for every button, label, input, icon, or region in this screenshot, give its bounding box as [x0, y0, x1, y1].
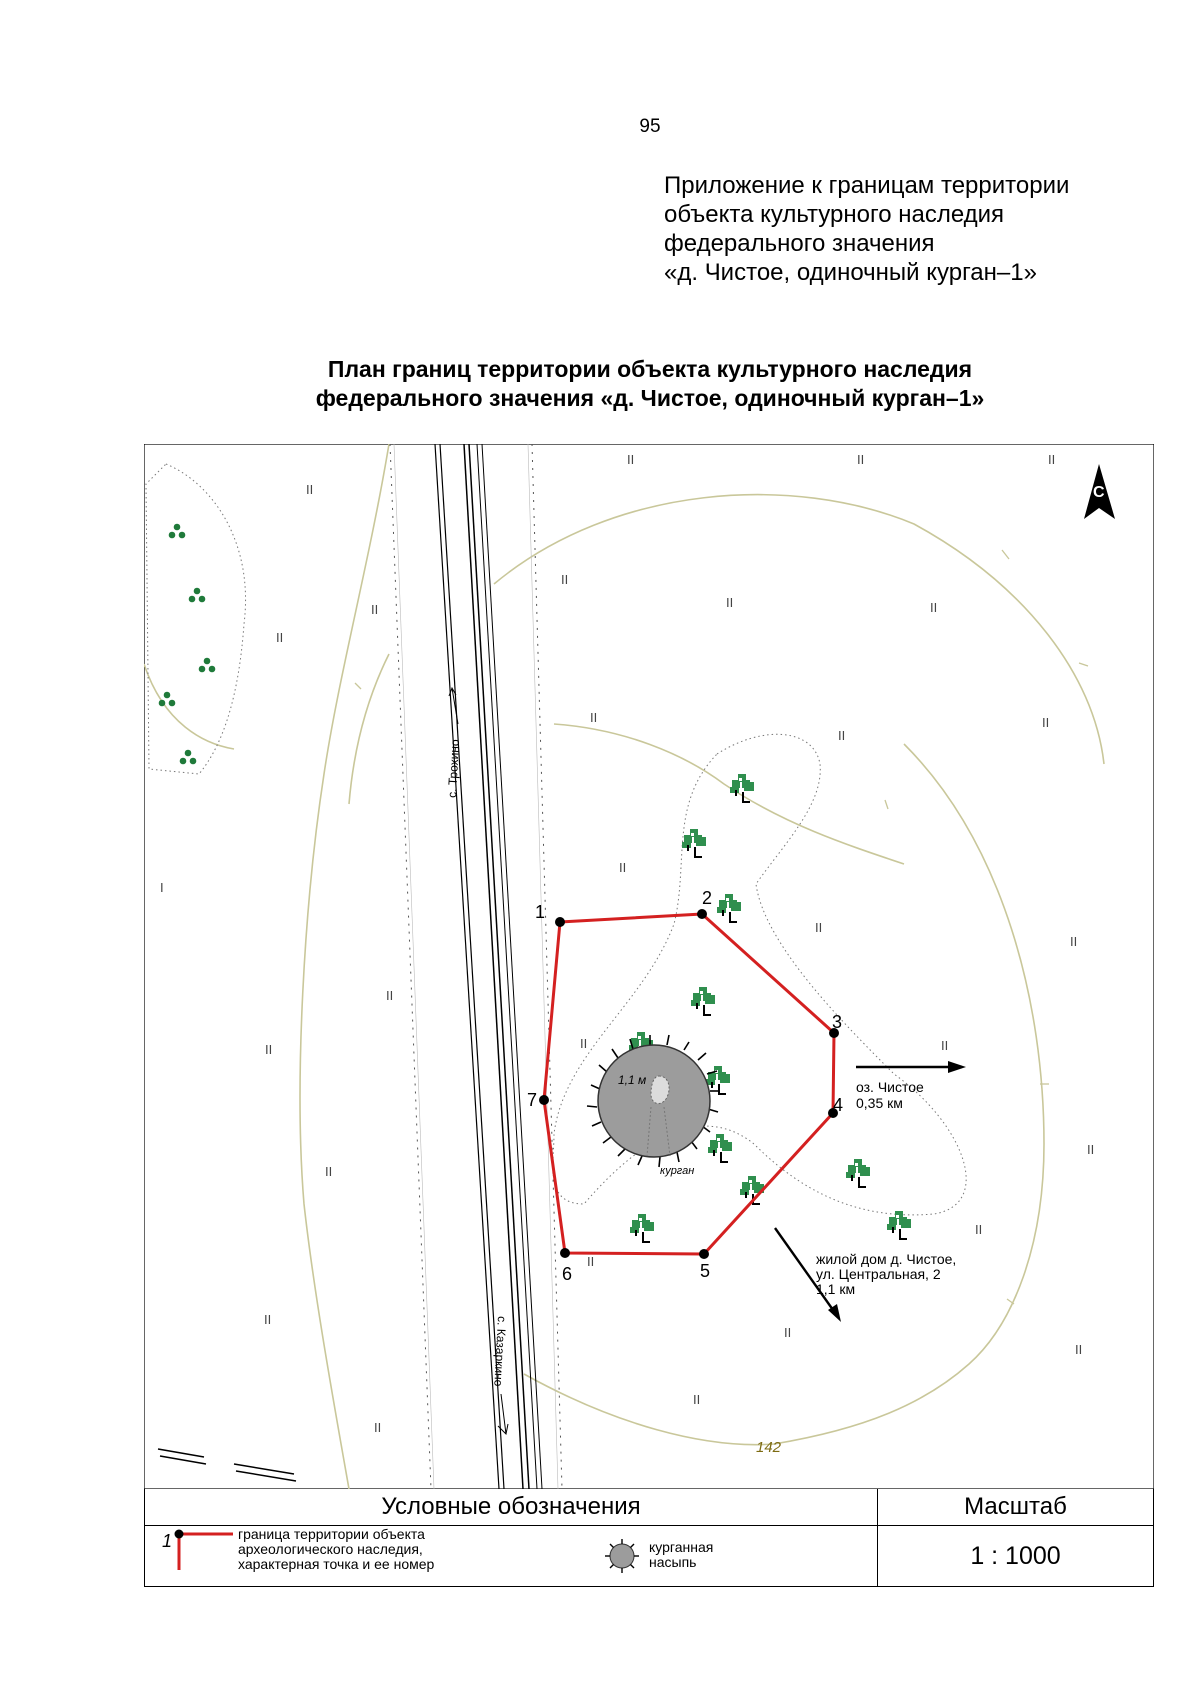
meadow-symbol: II — [975, 1222, 983, 1237]
plan-title — [0, 355, 1200, 413]
meadow-symbol: II — [619, 860, 627, 875]
meadow-symbol: II — [726, 595, 734, 610]
mound-legend-icon — [600, 1534, 644, 1578]
boundary-point-label: 5 — [700, 1261, 711, 1281]
boundary-point — [539, 1095, 549, 1105]
meadow-symbol: II — [306, 482, 314, 497]
boundary-legend-number: 1 — [162, 1531, 173, 1551]
meadow-symbol: II — [580, 1036, 588, 1051]
mound-height-label: 1,1 м — [618, 1073, 647, 1087]
plan-title-line: федерального значения «д. Чистое, одиночный курган–1» — [315, 385, 985, 411]
meadow-symbol: II — [1075, 1342, 1083, 1357]
scale-title: Масштаб — [878, 1489, 1153, 1526]
contour-elevation-label: 142 — [756, 1439, 782, 1456]
legend-items — [145, 1526, 878, 1586]
map-canvas — [144, 444, 1154, 1489]
legend-title: Условные обозначения — [145, 1489, 878, 1526]
meadow-symbol: II — [265, 1042, 273, 1057]
meadow-symbol: II — [693, 1392, 701, 1407]
map-frame — [144, 444, 1154, 1489]
meadow-symbol: II — [627, 452, 635, 467]
meadow-symbol: II — [561, 572, 569, 587]
boundary-point — [560, 1248, 570, 1258]
boundary-point-label: 2 — [702, 888, 713, 908]
meadow-symbol: II — [838, 728, 846, 743]
mound-legend-line: насыпь — [649, 1554, 697, 1570]
meadow-symbol: II — [784, 1325, 792, 1340]
meadow-symbol: II — [1048, 452, 1056, 467]
boundary-point-label: 6 — [562, 1264, 573, 1284]
scale-value: 1 : 1000 — [970, 1542, 1061, 1570]
meadow-symbol: II — [1087, 1142, 1095, 1157]
appendix-line: федерального значения — [664, 230, 935, 257]
boundary-legend-line: археологического наследия, — [238, 1541, 423, 1557]
legend-table — [144, 1489, 1154, 1587]
boundary-legend-text — [238, 1527, 434, 1572]
boundary-point-label: 3 — [832, 1012, 843, 1032]
meadow-symbol: II — [857, 452, 865, 467]
forest-symbol: I — [160, 880, 164, 895]
boundary-point — [697, 909, 707, 919]
boundary-point-label: 7 — [527, 1090, 538, 1110]
house-pointer-line2: ул. Центральная, 2 — [816, 1266, 941, 1282]
boundary-point — [555, 917, 565, 927]
boundary-legend-icon — [145, 1526, 235, 1586]
mound-legend-text — [649, 1540, 713, 1570]
meadow-symbol: II — [1042, 715, 1050, 730]
lake-pointer-line2: 0,35 км — [856, 1095, 903, 1111]
meadow-symbol: II — [371, 602, 379, 617]
meadow-symbol: II — [276, 630, 284, 645]
house-pointer-line1: жилой дом д. Чистое, — [816, 1251, 957, 1267]
appendix-line: «д. Чистое, одиночный курган–1» — [664, 259, 1037, 286]
meadow-symbol: II — [941, 1038, 949, 1053]
appendix-line: Приложение к границам территории — [664, 172, 1070, 199]
plan-title-line: План границ территории объекта культурного наследия — [327, 356, 973, 382]
mound-legend-line: курганная — [649, 1539, 714, 1555]
boundary-point-label: 4 — [833, 1095, 844, 1115]
meadow-symbol: II — [590, 710, 598, 725]
appendix-header — [664, 171, 1069, 287]
lake-pointer-line1: оз. Чистое — [856, 1079, 924, 1095]
meadow-symbol: II — [374, 1420, 382, 1435]
meadow-symbol: II — [815, 920, 823, 935]
road-label-south: с. Казаркино — [491, 1315, 509, 1387]
page-number: 95 — [639, 116, 661, 137]
mound-caption: курган — [660, 1165, 695, 1177]
boundary-legend-line: характерная точка и ее номер — [238, 1556, 435, 1572]
meadow-symbol: II — [325, 1164, 333, 1179]
appendix-line: объекта культурного наследия — [664, 201, 1005, 228]
boundary-legend-line: граница территории объекта — [238, 1526, 425, 1542]
meadow-symbol: II — [386, 988, 394, 1003]
boundary-point-label: 1 — [535, 902, 546, 922]
map-border — [144, 444, 1154, 1489]
meadow-symbol: II — [264, 1312, 272, 1327]
meadow-symbol: II — [587, 1254, 595, 1269]
house-pointer-line3: 1,1 км — [816, 1281, 856, 1297]
road-label-north: с. Трохино — [445, 738, 463, 799]
north-label: С — [1093, 484, 1105, 501]
meadow-symbol: II — [930, 600, 938, 615]
boundary-point — [699, 1249, 709, 1259]
meadow-symbol: II — [1070, 934, 1078, 949]
